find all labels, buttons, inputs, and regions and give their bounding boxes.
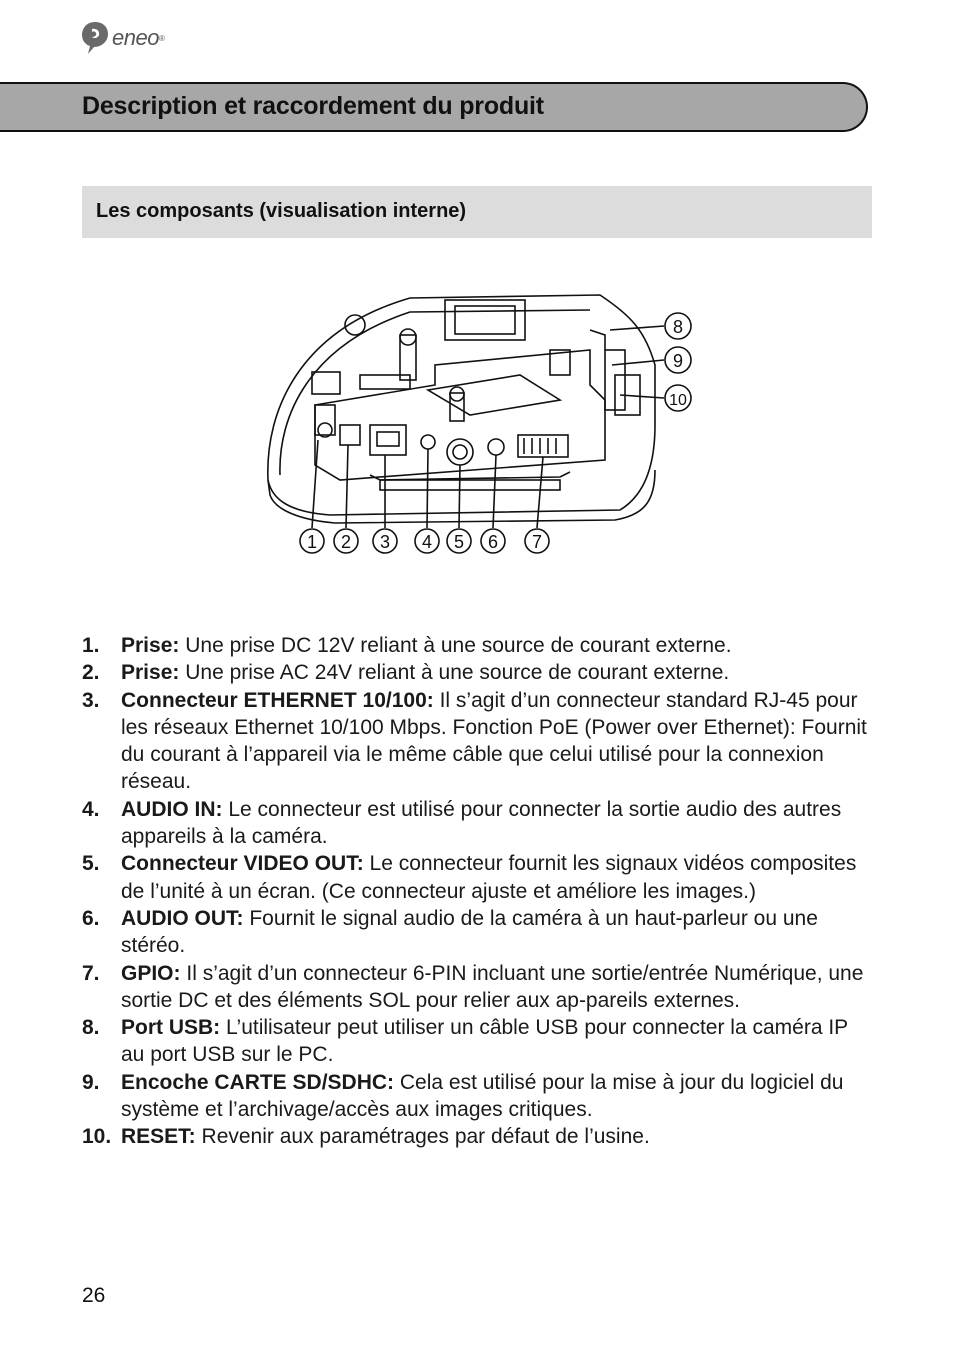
callout-8-label: 8 <box>672 317 684 337</box>
list-item <box>82 796 872 851</box>
item-number: 10. <box>82 1125 112 1149</box>
item-text: Le connecteur est utilisé pour connecter la sortie audio des autres appareils à la caméra. <box>121 797 842 849</box>
item-number: 2. <box>82 661 100 685</box>
item-number: 7. <box>82 961 100 985</box>
item-label: GPIO: <box>121 961 181 985</box>
item-text: Fournit le signal audio de la caméra à un haut-parleur ou une stéréo. <box>121 906 818 958</box>
item-label: Connecteur ETHERNET 10/100: <box>121 688 434 712</box>
eneo-logo-icon <box>80 20 110 56</box>
list-item <box>82 659 872 686</box>
item-text: Il s’agit d’un connecteur 6-PIN incluant une sortie/entrée Numérique, une sortie DC et des éléments SOL pour relier aux ap-pareils externes. <box>121 961 864 1012</box>
item-text: Une prise DC 12V reliant à une source de courant externe. <box>185 634 732 657</box>
item-text: Cela est utilisé pour la mise à jour du logiciel du système et l’archivage/accès aux images critiques. <box>121 1070 844 1122</box>
item-text: Il s’agit d’un connecteur standard RJ-45 pour les réseaux Ethernet 10/100 Mbps. Fonction PoE (Power over Ethernet): Fournit du courant à l’appareil via le même câble que celui utilisé pour la connexion réseau. <box>121 688 867 794</box>
item-label: AUDIO OUT: <box>121 906 244 930</box>
item-text: L’utilisateur peut utiliser un câble USB pour connecter la caméra IP au port USB sur le PC. <box>121 1016 848 1067</box>
callout-3-label: 3 <box>379 532 391 552</box>
section-heading: Les composants (visualisation interne) <box>96 200 467 222</box>
item-label: Connecteur VIDEO OUT: <box>121 852 364 876</box>
callout-2-label: 2 <box>340 532 352 552</box>
brand-logo <box>80 20 165 56</box>
brand-registered-mark: ® <box>158 33 165 43</box>
callout-7-label: 7 <box>531 532 543 552</box>
item-label: RESET: <box>121 1125 196 1149</box>
callout-10-label: 10 <box>669 392 687 409</box>
item-text: Revenir aux paramétrages par défaut de l’usine. <box>201 1125 650 1149</box>
item-number: 4. <box>82 797 100 821</box>
item-label: Port USB: <box>121 1016 221 1040</box>
page-title: Description et raccordement du produit <box>82 92 544 120</box>
item-label: AUDIO IN: <box>121 797 223 821</box>
item-label: Encoche CARTE SD/SDHC: <box>121 1070 395 1094</box>
item-number: 5. <box>82 852 100 876</box>
callout-4-label: 4 <box>421 532 433 552</box>
item-number: 9. <box>82 1070 100 1094</box>
page-number: 26 <box>82 1284 106 1307</box>
list-item <box>82 632 872 659</box>
list-item <box>82 850 872 905</box>
list-item <box>82 1069 872 1124</box>
camera-internal-view-diagram <box>260 290 700 565</box>
list-item <box>82 1014 872 1069</box>
list-item <box>82 960 872 1015</box>
item-number: 8. <box>82 1016 100 1040</box>
list-item <box>82 1123 872 1150</box>
item-number: 1. <box>82 634 100 657</box>
callout-5-label: 5 <box>453 532 465 552</box>
callout-1-label: 1 <box>306 532 318 552</box>
brand-name: eneo <box>112 25 159 50</box>
list-item <box>82 905 872 960</box>
callout-9-label: 9 <box>672 351 684 371</box>
callout-6-label: 6 <box>487 532 499 552</box>
component-list <box>82 632 872 1151</box>
list-item <box>82 687 872 796</box>
item-text: Le connecteur fournit les signaux vidéos composites de l’unité à un écran. (Ce connecteur ajuste et améliore les images.) <box>121 852 857 903</box>
item-label: Prise: <box>121 634 180 657</box>
item-text: Une prise AC 24V reliant à une source de courant externe. <box>185 661 730 685</box>
item-label: Prise: <box>121 661 180 685</box>
item-number: 6. <box>82 906 100 930</box>
item-number: 3. <box>82 688 100 712</box>
